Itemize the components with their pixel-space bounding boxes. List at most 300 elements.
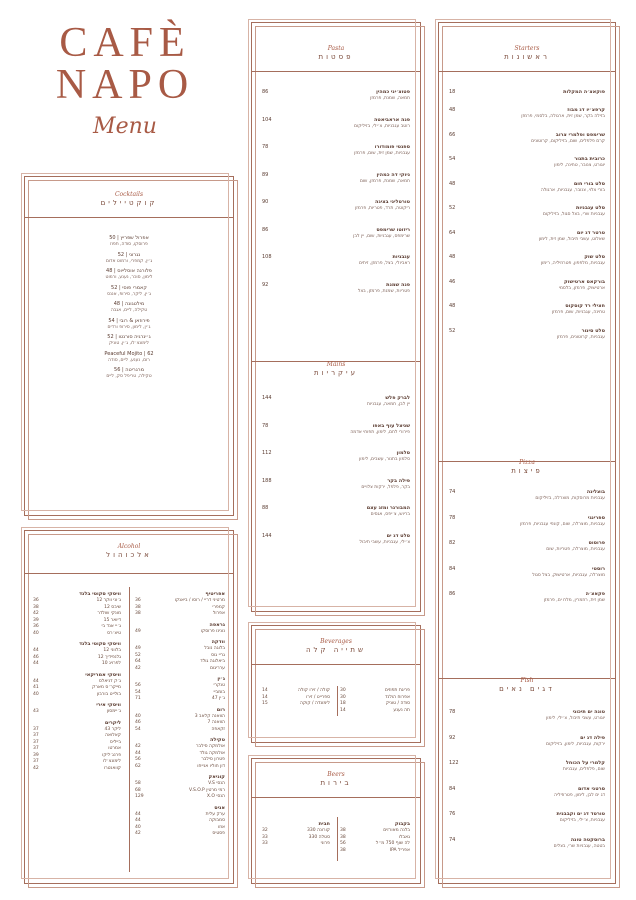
menu-item-price: 88 xyxy=(262,505,269,511)
cocktail-item xyxy=(35,367,223,381)
drink-name: ליקר 43 xyxy=(104,726,121,732)
menu-item xyxy=(449,709,605,723)
drink-price: 56 xyxy=(135,683,141,688)
menu-item xyxy=(449,132,605,146)
menu-item-desc: שמן זית, רוזמרין, מלח ים, פרמזן xyxy=(543,598,605,603)
menu-item xyxy=(262,117,410,131)
drink-name: טנקרי xyxy=(213,683,225,688)
drink-price: 71 xyxy=(135,696,141,701)
menu-item-body xyxy=(282,254,410,268)
menu-item-body xyxy=(469,566,605,580)
cocktail-desc: לימונצ׳לו, ג׳ין, טוניק xyxy=(109,341,149,346)
cocktails-panel xyxy=(24,176,234,516)
menu-item xyxy=(449,760,605,774)
cocktails-title: קוקטיילים xyxy=(100,199,158,207)
menu-item-body xyxy=(469,540,605,554)
pasta-script: Pasta xyxy=(327,45,345,52)
drink-name: קורונה 330 xyxy=(307,828,330,833)
drink-price: 42 xyxy=(135,665,141,671)
menu-item-price: 76 xyxy=(449,811,456,817)
menu-item-price: 52 xyxy=(449,327,456,334)
alcohol-left-col xyxy=(33,587,121,772)
menu-item-body xyxy=(469,107,605,121)
menu-item-name: סרטני אדום xyxy=(577,785,605,792)
drink-name: קולה / זירו קולה xyxy=(298,688,330,693)
menu-item xyxy=(262,533,410,547)
drink-name: תה נענע xyxy=(393,707,410,713)
cocktails-list xyxy=(35,235,223,384)
drink-price: 33 xyxy=(262,841,268,846)
menu-item-body xyxy=(469,735,605,749)
menu-item-price: 74 xyxy=(449,489,456,495)
menu-item-price: 90 xyxy=(262,199,269,205)
drink-name: פסטיס xyxy=(212,831,225,836)
drink-price: 56 xyxy=(135,757,141,762)
menu-item-name: בורקאס ארטישוק xyxy=(564,278,605,285)
menu-item-desc: עגבניות שרי, בצל סגול, בזיליקום xyxy=(542,212,605,217)
menu-item-name: טרטר דג יום xyxy=(576,229,605,236)
drink-name: הוואנה קלאב 3 xyxy=(194,713,225,719)
drink-name: אולמקה גולד xyxy=(199,750,225,756)
drink-name: ספרייט / זירו xyxy=(306,694,330,700)
drink-name: סודה / טוניק xyxy=(385,701,410,706)
menu-item-price: 104 xyxy=(262,116,272,123)
menu-item-name: לברק פלש xyxy=(385,395,410,401)
drink-price: 14 xyxy=(340,707,346,713)
menu-item-desc: סלמון בתנור, עשבים, לימון xyxy=(359,457,410,462)
cocktail-item xyxy=(35,268,223,282)
drink-name: לימונצ׳לו xyxy=(103,759,121,764)
beers-draft-head: חבית xyxy=(318,821,330,827)
drink-price: 54 xyxy=(135,726,141,732)
drink-price: 40 xyxy=(33,630,39,636)
mains-title: עיקריות xyxy=(314,369,358,377)
drink-name: הנסי X.O xyxy=(206,794,225,799)
menu-item-desc: טחינה, עגבניות, שום, פרמזן xyxy=(551,310,605,315)
menu-item-name: ספרינגי xyxy=(587,514,605,521)
menu-item xyxy=(262,395,410,409)
menu-item-name: פילה דג ים xyxy=(580,734,605,741)
menu-item-desc: עגבניות, מוצרלה, פטריות, שום xyxy=(546,547,605,552)
drink-price: 56 xyxy=(340,841,346,846)
drink-price: 58 xyxy=(135,781,141,786)
menu-item-price: 108 xyxy=(262,254,272,260)
drink-group-heading: וויסקי אירי xyxy=(96,702,121,708)
drink-price: 44 xyxy=(33,661,39,666)
pasta-list xyxy=(262,89,410,309)
drink-price: 15 xyxy=(262,701,268,706)
menu-item-body xyxy=(469,709,605,723)
drink-price: 40 xyxy=(135,824,141,830)
beers-bottle-head: בקבוק xyxy=(394,821,410,827)
menu-item-price: 74 xyxy=(449,836,456,843)
menu-item-body xyxy=(282,395,410,409)
logo-napo: NAPO xyxy=(55,62,195,108)
menu-item-name: פוקאצ׳ה המקלות xyxy=(563,89,605,95)
cocktails-header xyxy=(25,191,233,207)
drink-price: 42 xyxy=(135,831,141,836)
menu-item-name: פילה בקר xyxy=(387,477,410,484)
cocktail-name: מרגריטה | 56 xyxy=(114,367,144,373)
menu-item-body xyxy=(282,199,410,213)
beverages-script: Beverages xyxy=(320,638,352,645)
menu-item xyxy=(262,505,410,519)
drink-name: אפריל IPA xyxy=(389,847,410,853)
menu-item-body xyxy=(469,760,605,774)
drink-name: פרנג׳ליקו xyxy=(102,752,121,758)
drink-row xyxy=(135,629,225,636)
menu-item-price: 18 xyxy=(449,89,456,95)
menu-item xyxy=(449,107,605,121)
cocktail-desc: טקילה, ליים, אגבה xyxy=(110,308,148,313)
menu-item xyxy=(449,89,605,96)
drink-price: 38 xyxy=(135,604,141,610)
menu-item-name: פנה אראביאטה xyxy=(373,116,410,123)
menu-item-name: פקאצ׳ה xyxy=(585,591,605,597)
drink-name: בלוגה נובל xyxy=(204,646,225,651)
menu-item-name: סלט סינור xyxy=(581,327,605,334)
drink-group-heading: וויסקי סקוטי בלנד xyxy=(79,591,121,597)
starters-list xyxy=(449,89,605,352)
mains-list xyxy=(262,395,410,560)
drink-name: ג׳יימסון xyxy=(106,709,121,714)
drink-row xyxy=(135,696,225,703)
drink-price: 38 xyxy=(135,611,141,616)
drink-name: גאבלו xyxy=(398,834,410,840)
menu-item-price: 86 xyxy=(262,89,269,95)
drink-price: 40 xyxy=(135,713,141,719)
logo-cafe: CAFÈ xyxy=(59,20,191,66)
starters-title: ראשונות xyxy=(504,53,550,61)
drink-price: 30 xyxy=(340,694,346,700)
drink-group-heading: וויסקי אמריקאי xyxy=(85,671,121,678)
menu-item-name: סלט עגבניות xyxy=(575,205,605,211)
menu-item xyxy=(262,89,410,103)
menu-item xyxy=(449,591,605,605)
menu-item-price: 78 xyxy=(449,514,456,521)
menu-item-body xyxy=(282,505,410,519)
menu-item-price: 78 xyxy=(262,422,269,429)
menu-item-body xyxy=(469,230,605,244)
menu-item-body xyxy=(469,156,605,170)
menu-item-desc: יין לבן, חמאה, עגבניות xyxy=(367,402,410,407)
drink-price: 68 xyxy=(135,787,141,793)
pasta-rule xyxy=(252,71,420,72)
beers-panel xyxy=(251,758,421,884)
menu-item-name: טורטד דג ים וקבבנית xyxy=(556,811,605,817)
menu-item-body xyxy=(282,478,410,492)
drink-price: 37 xyxy=(33,746,39,751)
menu-item-desc: עגבניות, צ׳ילי, בזיליקום xyxy=(559,818,605,823)
drink-name: ערק עלית xyxy=(205,811,225,817)
menu-item-body xyxy=(469,811,605,825)
menu-item xyxy=(449,279,605,293)
drink-price: 33 xyxy=(262,834,268,840)
menu-item-desc: יוגורט, עשבי תיבול, צ׳ילי, לימון xyxy=(546,716,605,721)
drink-name: פטרון סילבר xyxy=(201,757,225,762)
menu-item-price: 92 xyxy=(262,281,269,288)
menu-item-price: 48 xyxy=(449,254,456,260)
menu-item-price: 66 xyxy=(449,131,456,138)
menu-item-body xyxy=(469,89,605,96)
menu-item-body xyxy=(469,591,605,605)
menu-item xyxy=(262,423,410,437)
starters-rule xyxy=(439,71,615,72)
drink-row xyxy=(340,708,410,715)
menu-item xyxy=(449,254,605,268)
drink-name: קוואנטרו xyxy=(103,765,121,771)
drink-price: 42 xyxy=(135,744,141,749)
drink-price: 36 xyxy=(33,598,39,603)
menu-item-name: חצילי רד קוסקוס xyxy=(565,303,605,309)
menu-item-name: סלט שוק xyxy=(584,254,605,260)
menu-item-name: פנה שמנת xyxy=(386,281,410,288)
drink-name: הוואנה 7 xyxy=(207,720,225,725)
drink-price: 46 xyxy=(135,720,141,725)
pizza-header xyxy=(439,459,615,475)
drink-name: מייקר׳ס מארק xyxy=(92,685,121,690)
drink-group-heading: ג׳ין xyxy=(217,676,225,682)
cocktail-item xyxy=(35,351,223,365)
cocktail-desc: רום, נענע, ליים, סודה xyxy=(108,357,150,363)
menu-item-price: 89 xyxy=(262,171,269,178)
drink-name: קאלואה xyxy=(105,733,121,738)
menu-item xyxy=(449,566,605,580)
drink-price: 38 xyxy=(340,834,346,840)
drink-name: קמפרי xyxy=(212,604,225,610)
menu-item-body xyxy=(282,227,410,241)
cocktail-name: אפרול שפריץ | 50 xyxy=(109,235,149,241)
drink-name: מרטיני דריי / רוסו / ביאנקו xyxy=(174,598,225,603)
menu-item-name: המבורגר ומזג עצם xyxy=(366,505,410,511)
beverages-header xyxy=(252,638,420,654)
beverages-divider xyxy=(337,686,338,716)
cocktail-desc: טקילה, טריפל סק, ליים xyxy=(106,374,152,379)
cocktail-desc: לימון, סוכר, נענע, ורמוט xyxy=(105,275,153,280)
brand-logo xyxy=(40,22,220,172)
menu-item-price: 46 xyxy=(449,278,456,285)
menu-item xyxy=(262,254,410,268)
menu-item-name: כרובית בתנור xyxy=(574,156,605,162)
alcohol-panel xyxy=(24,530,234,884)
drink-row xyxy=(135,611,225,618)
menu-item-price: 48 xyxy=(449,180,456,187)
drink-price: 38 xyxy=(33,604,39,610)
pasta-title: פסטות xyxy=(318,53,354,61)
drink-name: רמי מרטין V.S.O.P xyxy=(189,787,225,793)
menu-item-price: 64 xyxy=(449,229,456,236)
menu-item-desc: ראביולי, בצל, פרמזן, זיתים xyxy=(358,261,410,266)
drink-price: 54 xyxy=(135,689,141,695)
menu-item-body xyxy=(469,132,605,146)
drink-price: 38 xyxy=(340,847,346,853)
menu-item-body xyxy=(282,450,410,464)
menu-item-price: 82 xyxy=(449,540,456,546)
drink-name: פריגת תפוזים xyxy=(384,688,410,693)
drink-group-heading: אניס xyxy=(214,804,225,811)
beverages-panel xyxy=(251,625,421,743)
drink-name: גריי גוס xyxy=(211,652,225,658)
cocktail-item xyxy=(35,252,223,266)
drink-price: 64 xyxy=(135,659,141,664)
drink-name: לפרויג 10 xyxy=(101,661,121,666)
drink-name: אפרול xyxy=(212,611,225,616)
menu-item xyxy=(262,199,410,213)
menu-item-price: 48 xyxy=(449,303,456,309)
alcohol-rule xyxy=(25,573,233,574)
menu-item xyxy=(262,144,410,158)
drink-name: טיצ׳רס xyxy=(107,630,121,636)
drink-name: בלווני 12 xyxy=(103,648,121,653)
drink-price: 18 xyxy=(340,701,346,706)
menu-item xyxy=(449,515,605,529)
cocktail-name: מילטגונה | 48 xyxy=(113,301,145,307)
drink-price: 38 xyxy=(340,828,346,833)
drink-name: ג׳ין 47 xyxy=(211,696,225,701)
drink-price: 42 xyxy=(33,765,39,771)
drink-price: 44 xyxy=(33,648,39,653)
cocktail-item xyxy=(35,334,223,348)
drink-row xyxy=(33,766,121,773)
cocktail-name: ג׳ינרגיה סורנטו | 52 xyxy=(107,334,151,340)
drink-name: זקאפה xyxy=(211,726,225,732)
drink-price: 52 xyxy=(135,652,141,658)
drink-price: 40 xyxy=(33,691,39,697)
drink-price: 44 xyxy=(135,818,141,823)
cocktail-name: נגרוני | 52 xyxy=(117,251,141,258)
drink-name: בומביי xyxy=(213,689,225,695)
beverages-left-col xyxy=(262,688,330,708)
menu-item-body xyxy=(469,254,605,268)
drink-name: הנסי V.S xyxy=(208,781,225,786)
beers-divider xyxy=(337,817,338,861)
drink-name: אולמקה סילבר xyxy=(195,744,225,749)
menu-item xyxy=(449,811,605,825)
drink-row xyxy=(262,841,330,848)
menu-item-price: 188 xyxy=(262,477,272,484)
cocktails-rule xyxy=(25,217,233,218)
menu-item-name: עגבניות xyxy=(392,254,410,260)
menu-item-desc: בורי צלוי, צנובר, עגבניות, ארגולה xyxy=(540,187,605,193)
logo-menu-script: Menu xyxy=(93,114,157,139)
beers-right-col xyxy=(340,817,410,854)
drink-group-heading: אפריטיף xyxy=(205,591,225,597)
menu-item-body xyxy=(469,328,605,342)
alcohol-title: אלכוהול xyxy=(106,551,152,559)
drink-name: גלנפידיך 12 xyxy=(97,654,121,660)
drink-group-heading: וויסקי סקוטי בלנד xyxy=(79,641,121,647)
drink-price: 129 xyxy=(135,794,144,799)
menu-item-body xyxy=(469,205,605,219)
drink-price: 32 xyxy=(262,828,268,833)
menu-item-body xyxy=(282,423,410,437)
mains-script: Mains xyxy=(326,361,346,368)
pasta-header xyxy=(252,45,420,61)
menu-item-price: 84 xyxy=(449,785,456,792)
drink-name: לימונדה / קוקה xyxy=(300,701,330,706)
menu-item-price: 84 xyxy=(449,565,456,572)
drink-name: סמבוקה xyxy=(209,818,225,823)
starters-script: Starters xyxy=(514,45,540,52)
menu-item-desc: שאלוט, עשבי תיבול, שמן זית, לימון xyxy=(538,236,605,242)
drink-row xyxy=(135,831,225,838)
drink-price: 14 xyxy=(262,694,268,700)
drink-price: 41 xyxy=(33,685,39,690)
drink-name: ערריגום xyxy=(210,665,225,671)
menu-item-name: שרימפס ופלמרי צרוב xyxy=(555,131,605,138)
menu-item-desc: עגבניות מרוסקות, מוצרלה, בזיליקום xyxy=(535,496,605,501)
drink-price: 46 xyxy=(33,654,39,660)
drink-price: 37 xyxy=(33,726,39,732)
menu-item xyxy=(449,489,605,503)
menu-item-name: ברוסקטה טונה xyxy=(570,836,605,843)
menu-item xyxy=(262,172,410,186)
menu-item-price: 86 xyxy=(449,591,456,597)
menu-item-name: שניצל עוף באפו xyxy=(372,422,410,429)
drink-row xyxy=(135,666,225,673)
menu-item-name: סלמון xyxy=(396,450,410,456)
cocktail-name: 62 | Peaceful Mojito xyxy=(104,350,154,357)
menu-item-price: 78 xyxy=(262,144,269,150)
drink-price: 62 xyxy=(135,763,141,769)
menu-item-name: טורטליני בציגה xyxy=(375,199,410,205)
menu-item-name: רוסטי xyxy=(592,565,605,572)
menu-item-price: 48 xyxy=(449,107,456,113)
menu-item-price: 144 xyxy=(262,532,272,539)
menu-item-body xyxy=(469,837,605,851)
drink-group-heading: וודקה xyxy=(211,639,225,645)
menu-item-price: 86 xyxy=(262,226,269,233)
alcohol-script: Alcohol xyxy=(117,543,141,550)
drink-row xyxy=(33,661,121,668)
menu-item-desc: עגבניות, מוצרלה, שום, קונפי עגבניות, פרמזן xyxy=(519,521,605,527)
drink-price: 39 xyxy=(33,752,39,758)
drink-name: ג׳ק דניאלס xyxy=(98,678,121,684)
menu-item-price: 122 xyxy=(449,760,459,766)
menu-item-name: סלט דג ים xyxy=(386,532,410,539)
menu-item-desc: חמאה, שמנת, פרמזן, שום xyxy=(359,178,410,184)
alcohol-divider xyxy=(129,587,130,872)
drink-group-heading: רום xyxy=(216,706,225,713)
drink-name: דיואר 15 xyxy=(103,617,121,623)
cocktail-desc: ג׳ין, קמפרי, ורמוט אדום xyxy=(105,258,153,264)
drink-name: נונינו פרוסקו xyxy=(200,628,225,634)
menu-item-desc: עגבניות, שמן זית, שום, פרמזן xyxy=(354,151,410,156)
pizza-script: Pizza xyxy=(519,459,535,466)
starters-header xyxy=(439,45,615,61)
cocktail-item xyxy=(35,235,223,249)
menu-item xyxy=(262,282,410,296)
cocktail-desc: ג׳ין, ליקר, סירופ, אננס xyxy=(107,291,151,297)
drink-price: 42 xyxy=(33,611,39,616)
menu-item xyxy=(262,450,410,464)
menu-item-desc: פטריות, שמנת, פרמזן, בצל xyxy=(357,288,410,294)
drink-price: 36 xyxy=(135,598,141,603)
menu-item-body xyxy=(469,303,605,317)
drink-name: אפרוח הולנד xyxy=(385,694,410,700)
drink-name: בלנה מאורזים xyxy=(383,828,410,833)
drink-price: 36 xyxy=(33,624,39,629)
menu-item-desc: רוטב עגבניות, צ׳ילי, בזיליקום xyxy=(354,123,410,129)
menu-item xyxy=(449,181,605,195)
starters-pizza-fish-panel xyxy=(438,22,616,884)
cocktail-item xyxy=(35,301,223,315)
menu-item-desc: ריקוטה, תרד, פטריות, פרמזן xyxy=(354,206,410,211)
menu-item-name: קרפצ׳יו דג מבוז xyxy=(567,107,605,113)
drink-row xyxy=(135,764,225,771)
cocktails-script: Cocktails xyxy=(114,191,144,198)
cocktail-desc: ג׳ין, לימון, סירופ ורדים xyxy=(107,324,151,330)
